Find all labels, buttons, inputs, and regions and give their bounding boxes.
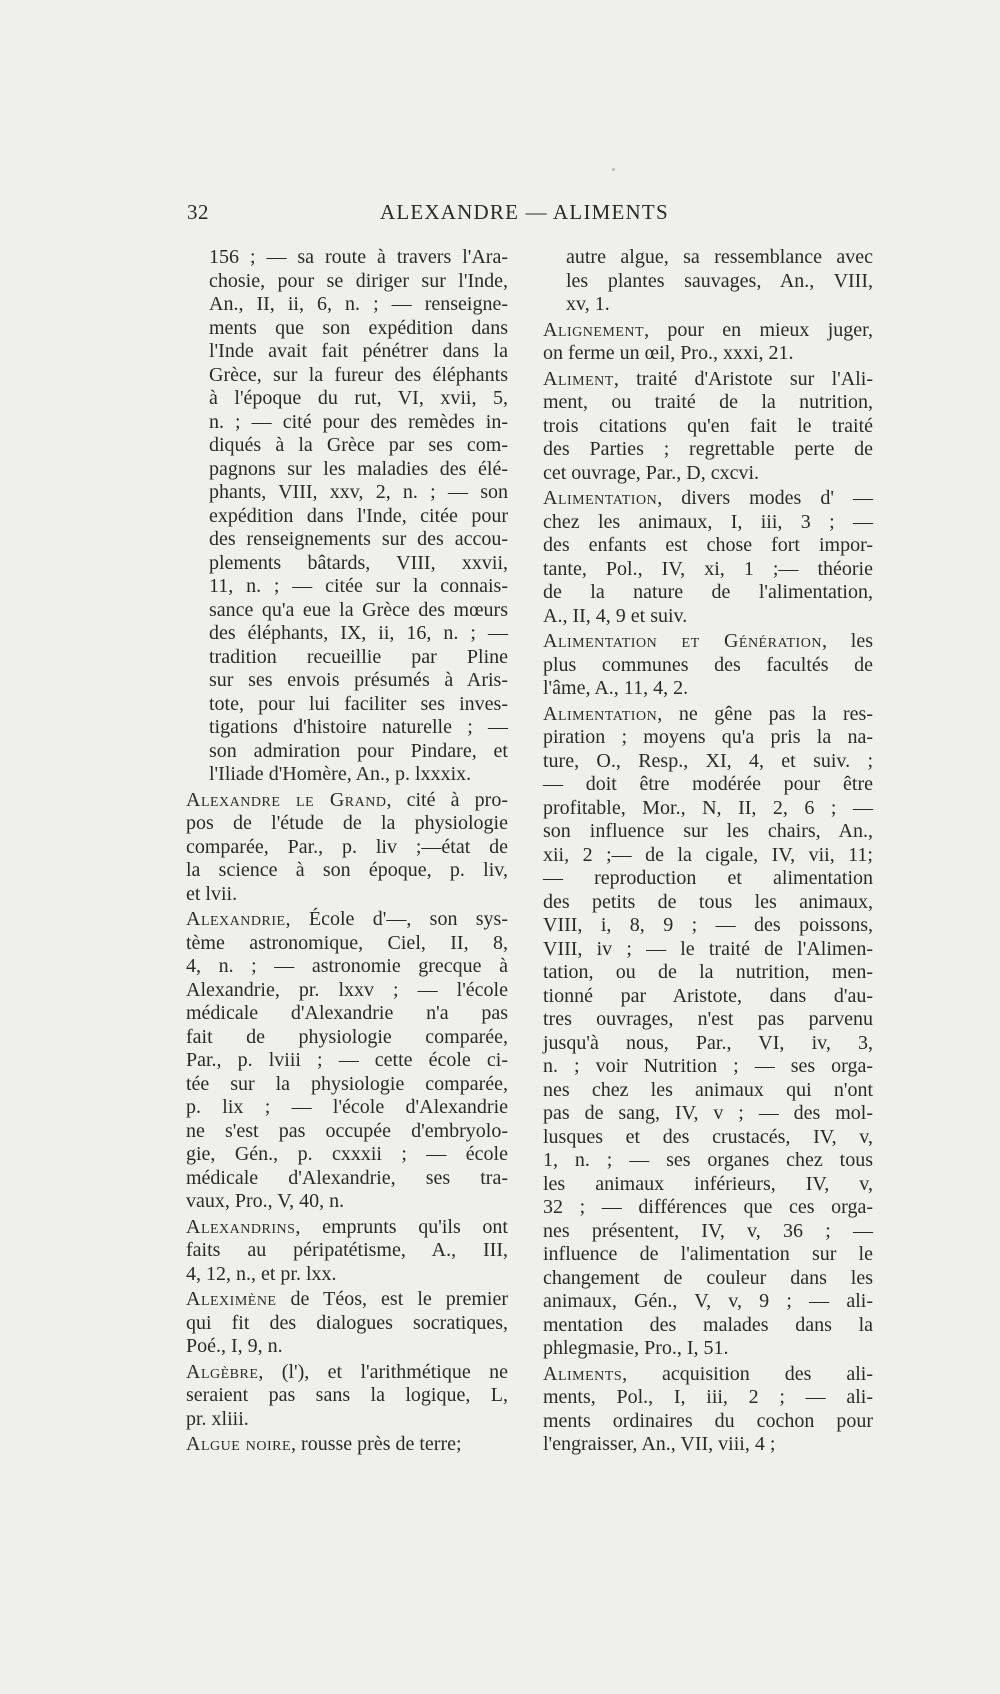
entry-text: , pour en mieux juger, [644, 318, 873, 341]
page-number: 32 [187, 200, 209, 224]
entry-line [186, 955, 508, 979]
left-column [186, 246, 508, 1459]
entry-line [186, 908, 508, 932]
index-entry [543, 368, 873, 486]
entry-line [543, 1219, 873, 1244]
entry-headword: Alexandrins [186, 1215, 296, 1238]
entry-line [186, 1311, 508, 1336]
entry-line [186, 859, 508, 883]
entry-line [209, 246, 508, 270]
entry-text: des Parties ; regrettable perte de [543, 438, 873, 460]
entry-text: l'Iliade d'Homère, An., p. lxxxix. [209, 763, 472, 785]
entry-line [209, 693, 508, 717]
entry-line [209, 622, 508, 646]
entry-text: 156 ; — sa route à travers l'Ara- [209, 246, 508, 268]
entry-line [543, 1290, 873, 1314]
entry-line [543, 1055, 873, 1079]
entry-line [543, 867, 873, 891]
entry-line [543, 1266, 873, 1291]
entry-line [186, 1049, 508, 1073]
entry-line [186, 1407, 508, 1432]
entry-text: 1, n. ; — ses organes chez tous [543, 1149, 873, 1171]
right-column [543, 246, 873, 1459]
entry-headword: Alignement [543, 318, 645, 341]
entry-text: médicale d'Alexandrie n'a pas [186, 1002, 508, 1024]
entry-line [186, 1384, 508, 1408]
entry-text: 11, n. ; — citée sur la connais- [209, 575, 508, 597]
entry-line [186, 812, 508, 836]
entry-line [209, 293, 508, 317]
entry-text: , École d'—, son sys- [285, 908, 508, 930]
entry-text: cet ouvrage, Par., D, cxcvi. [543, 461, 760, 484]
entry-text: , traité d'Aristote sur l'Ali- [613, 367, 873, 390]
index-entry [543, 487, 873, 628]
entry-line [543, 1313, 873, 1338]
entry-text: faits au péripatétisme, A., III, [186, 1239, 508, 1261]
entry-text: de Téos, est le premier [276, 1288, 508, 1310]
entry-text: seraient pas sans la logique, L, [186, 1384, 508, 1406]
entry-line [543, 1102, 873, 1126]
entry-headword: Algèbre [186, 1360, 259, 1383]
entry-text: changement de couleur dans les [543, 1266, 873, 1289]
entry-headword: Aleximène [186, 1288, 277, 1310]
entry-line [186, 1215, 508, 1240]
entry-line [543, 1078, 873, 1103]
entry-text: pas de sang, IV, v ; — des mol- [543, 1102, 873, 1124]
entry-line [543, 630, 873, 654]
entry-line [209, 646, 508, 670]
entry-text: Grèce, sur la fureur des éléphants [209, 363, 508, 386]
entry-text: l'âme, A., 11, 4, 2. [543, 677, 689, 699]
entry-text: ture, O., Resp., XI, 4, et suiv. ; [543, 749, 873, 772]
entry-line [566, 270, 873, 294]
entry-text: VIII, iv ; — le traité de l'Alimen- [543, 937, 873, 960]
entry-line [543, 342, 873, 366]
entry-text: expédition dans l'Inde, citée pour [209, 504, 508, 527]
entry-headword: Alexandre le Grand [186, 788, 387, 811]
entry-text: lusques et des crustacés, IV, v, [543, 1125, 873, 1148]
entry-line [209, 458, 508, 482]
entry-text: qui fit des dialogues socratiques, [186, 1311, 508, 1334]
entry-text: tème astronomique, Ciel, II, 8, [186, 931, 508, 954]
ink-speck [612, 168, 615, 171]
entry-headword: Alexandrie [186, 908, 286, 930]
entry-text: VIII, i, 8, 9 ; — des poissons, [543, 914, 873, 936]
entry-text: et lvii. [186, 882, 238, 905]
entry-text: ments ordinaires du cochon pour [543, 1409, 873, 1432]
entry-text: vaux, Pro., V, 40, n. [186, 1190, 345, 1212]
index-entry [543, 1363, 873, 1457]
entry-text: xv, 1. [566, 293, 610, 315]
entry-line [543, 534, 873, 558]
index-entry [186, 1361, 508, 1432]
entry-line [543, 890, 873, 915]
entry-text: Par., p. lviii ; — cette école ci- [186, 1049, 508, 1071]
entry-line [543, 843, 873, 868]
entry-line [186, 1119, 508, 1144]
entry-line [186, 1335, 508, 1359]
entry-line [209, 552, 508, 576]
entry-text: ments que son expédition dans [209, 316, 508, 339]
entry-line [543, 461, 873, 486]
entry-text: gie, Gén., p. cxxxii ; — école [186, 1143, 508, 1165]
entry-text: trois citations qu'en fait le traité [543, 414, 873, 437]
entry-text: pos de l'étude de la physiologie [186, 812, 508, 834]
entry-text: pagnons sur les maladies des élé- [209, 457, 508, 480]
entry-line [543, 1196, 873, 1220]
entry-line [209, 340, 508, 364]
entry-line [543, 1243, 873, 1267]
entry-line [186, 1433, 508, 1457]
entry-text: des éléphants, IX, ii, 16, n. ; — [209, 622, 508, 644]
entry-text: l'engraisser, An., VII, viii, 4 ; [543, 1433, 776, 1455]
entry-line [186, 1025, 508, 1050]
entry-line [543, 773, 873, 797]
entry-line [543, 438, 873, 462]
entry-text: ne s'est pas occupée d'embryolo- [186, 1119, 508, 1142]
entry-text: chosie, pour se diriger sur l'Inde, [209, 269, 508, 292]
entry-text: , (l'), et l'arithmétique ne [258, 1360, 508, 1383]
entry-text: , divers modes d' — [657, 487, 873, 509]
entry-headword: Algue noire [186, 1433, 292, 1455]
entry-text: 4, 12, n., et pr. lxx. [186, 1262, 337, 1285]
entry-line [209, 575, 508, 599]
entry-text: jusqu'à nous, Par., VI, iv, 3, [543, 1031, 873, 1054]
entry-text: fait de physiologie comparée, [186, 1025, 508, 1048]
entry-line [543, 961, 873, 985]
entry-line [543, 557, 873, 582]
entry-line [186, 1143, 508, 1167]
entry-text: influence de l'alimentation sur le [543, 1243, 873, 1265]
entry-text: Poé., I, 9, n. [186, 1335, 283, 1357]
entry-line [543, 487, 873, 511]
entry-line [543, 581, 873, 605]
entry-line [186, 1262, 508, 1287]
entry-line [543, 1409, 873, 1434]
entry-text: chez les animaux, I, iii, 3 ; — [543, 510, 873, 533]
entry-line [209, 364, 508, 388]
entry-line [186, 1166, 508, 1191]
entry-text: des enfants est chose fort impor- [543, 534, 873, 556]
entry-text: tote, pour lui faciliter ses inves- [209, 692, 508, 715]
index-entry [186, 1288, 508, 1359]
entry-line [543, 914, 873, 938]
entry-text: n. ; — cité pour des remèdes in- [209, 410, 508, 433]
index-entry [543, 630, 873, 701]
entry-text: , les [821, 630, 873, 652]
entry-text: phlegmasie, Pro., I, 51. [543, 1337, 729, 1359]
entry-text: piration ; moyens qu'a pris la na- [543, 726, 873, 748]
entry-line [543, 726, 873, 750]
entry-text: plus communes des facultés de [543, 653, 873, 676]
entry-text: pr. xliii. [186, 1407, 249, 1430]
entry-line [543, 1172, 873, 1197]
entry-text: tante, Pol., IV, xi, 1 ;— théorie [543, 557, 873, 580]
entry-line [543, 749, 873, 774]
entry-line [543, 677, 873, 701]
entry-line [543, 937, 873, 962]
entry-line [543, 984, 873, 1009]
entry-text: p. lix ; — l'école d'Alexandrie [186, 1096, 508, 1118]
entry-line [186, 835, 508, 860]
index-entry [186, 1216, 508, 1287]
entry-headword: Alimentation [543, 702, 658, 725]
entry-text: ments, Pol., I, iii, 2 ; — ali- [543, 1386, 873, 1408]
entry-line [186, 1190, 508, 1214]
entry-line [209, 669, 508, 693]
entry-line [209, 505, 508, 529]
entry-text: 32 ; — différences que ces orga- [543, 1196, 873, 1218]
index-entry [543, 246, 873, 317]
entry-line [543, 318, 873, 343]
entry-text: l'Inde avait fait pénétrer dans la [209, 340, 508, 362]
entry-line [209, 317, 508, 341]
entry-text: des petits de tous les animaux, [543, 890, 873, 913]
entry-line [543, 414, 873, 439]
entry-text: ment, ou traité de la nutrition, [543, 391, 873, 413]
entry-line [209, 528, 508, 552]
entry-line [186, 978, 508, 1003]
entry-line [186, 882, 508, 907]
entry-text: son influence sur les chairs, An., [543, 820, 873, 842]
entry-line [209, 434, 508, 458]
entry-headword: Alimentation et Génération [543, 630, 822, 652]
entry-line [209, 763, 508, 787]
entry-line [209, 740, 508, 764]
entry-text: mentation des malades dans la [543, 1313, 873, 1336]
entry-text: à l'époque du rut, VI, xvii, 5, [209, 387, 508, 409]
entry-line [543, 1125, 873, 1150]
entry-line [186, 1239, 508, 1263]
entry-text: des renseignements sur des accou- [209, 528, 508, 550]
entry-line [186, 1288, 508, 1312]
running-head: ALEXANDRE — ALIMENTS [380, 200, 669, 224]
entry-line [186, 931, 508, 956]
entry-text: nes chez les animaux qui n'ont [543, 1078, 873, 1101]
entry-line [186, 1002, 508, 1026]
entry-line [209, 387, 508, 411]
entry-text: animaux, Gén., V, v, 9 ; — ali- [543, 1290, 873, 1312]
entry-text: , acquisition des ali- [622, 1362, 873, 1385]
entry-text: sance qu'a eue la Grèce des mœurs [209, 598, 508, 621]
entry-line [566, 246, 873, 270]
entry-text: , emprunts qu'ils ont [295, 1215, 508, 1238]
entry-line [543, 1386, 873, 1410]
index-entry [543, 319, 873, 366]
entry-text: xii, 2 ;— de la cigale, IV, vii, 11; [543, 843, 873, 866]
entry-text: , cité à pro- [386, 788, 508, 811]
entry-line [543, 1149, 873, 1173]
entry-text: An., II, ii, 6, n. ; — renseigne- [209, 293, 508, 315]
entry-line [543, 510, 873, 535]
entry-line [209, 716, 508, 740]
entry-text: de la nature de l'alimentation, [543, 581, 873, 603]
entry-line [543, 1362, 873, 1387]
index-entry [186, 246, 508, 787]
entry-text: nes présentent, IV, v, 36 ; — [543, 1219, 873, 1242]
entry-text: phants, VIII, xxv, 2, n. ; — son [209, 481, 508, 503]
entry-text: tation, ou de la nutrition, men- [543, 961, 873, 983]
entry-line [209, 481, 508, 505]
entry-line [209, 411, 508, 435]
entry-line [543, 653, 873, 678]
entry-line [566, 293, 873, 317]
entry-line [209, 270, 508, 294]
entry-text: tionné par Aristote, dans d'au- [543, 984, 873, 1007]
entry-text: on ferme un œil, Pro., xxxi, 21. [543, 342, 794, 364]
entry-line [543, 1433, 873, 1457]
entry-text: A., II, 4, 9 et suiv. [543, 604, 688, 627]
entry-line [543, 820, 873, 844]
index-entry [186, 789, 508, 907]
entry-line [209, 599, 508, 623]
entry-text: — doit être modérée pour être [543, 773, 873, 795]
entry-text: les animaux inférieurs, IV, v, [543, 1172, 873, 1195]
entry-text: son admiration pour Pindare, et [209, 739, 508, 762]
entry-text: n. ; voir Nutrition ; — ses orga- [543, 1055, 873, 1077]
index-entry [186, 1433, 508, 1457]
entry-line [543, 1337, 873, 1361]
entry-text: Alexandrie, pr. lxxv ; — l'école [186, 978, 508, 1001]
entry-line [543, 702, 873, 727]
entry-text: comparée, Par., p. liv ;—état de [186, 835, 508, 858]
entry-line [186, 1096, 508, 1120]
entry-text: les plantes sauvages, An., VIII, [566, 269, 873, 292]
entry-headword: Aliment [543, 367, 614, 390]
entry-text: 4, n. ; — astronomie grecque à [186, 955, 508, 977]
entry-line [543, 367, 873, 392]
entry-line [543, 391, 873, 415]
entry-text: tradition recueillie par Pline [209, 645, 508, 668]
entry-text: tigations d'histoire naturelle ; — [209, 716, 508, 738]
entry-line [186, 1072, 508, 1097]
entry-text: , rousse près de terre; [291, 1433, 462, 1455]
entry-text: diqués à la Grèce par ses com- [209, 434, 508, 456]
entry-text: la science à son époque, p. liv, [186, 859, 508, 881]
index-entry [543, 703, 873, 1361]
entry-text: — reproduction et alimentation [543, 867, 873, 889]
entry-headword: Aliments [543, 1362, 623, 1385]
entry-line [543, 796, 873, 821]
entry-text: , ne gêne pas la res- [657, 702, 873, 725]
entry-line [543, 604, 873, 629]
entry-text: médicale d'Alexandrie, ses tra- [186, 1166, 508, 1189]
entry-text: plements bâtards, VIII, xxvii, [209, 551, 508, 574]
entry-text: autre algue, sa ressemblance avec [566, 246, 873, 268]
index-entry [186, 908, 508, 1214]
entry-line [543, 1008, 873, 1032]
entry-text: profitable, Mor., N, II, 2, 6 ; — [543, 796, 873, 819]
entry-line [186, 788, 508, 813]
entry-text: tée sur la physiologie comparée, [186, 1072, 508, 1095]
entry-line [543, 1031, 873, 1056]
entry-text: tres ouvrages, n'est pas parvenu [543, 1008, 873, 1030]
entry-headword: Alimentation [543, 487, 658, 509]
entry-text: sur ses envois présumés à Aris- [209, 669, 508, 691]
entry-line [186, 1360, 508, 1385]
